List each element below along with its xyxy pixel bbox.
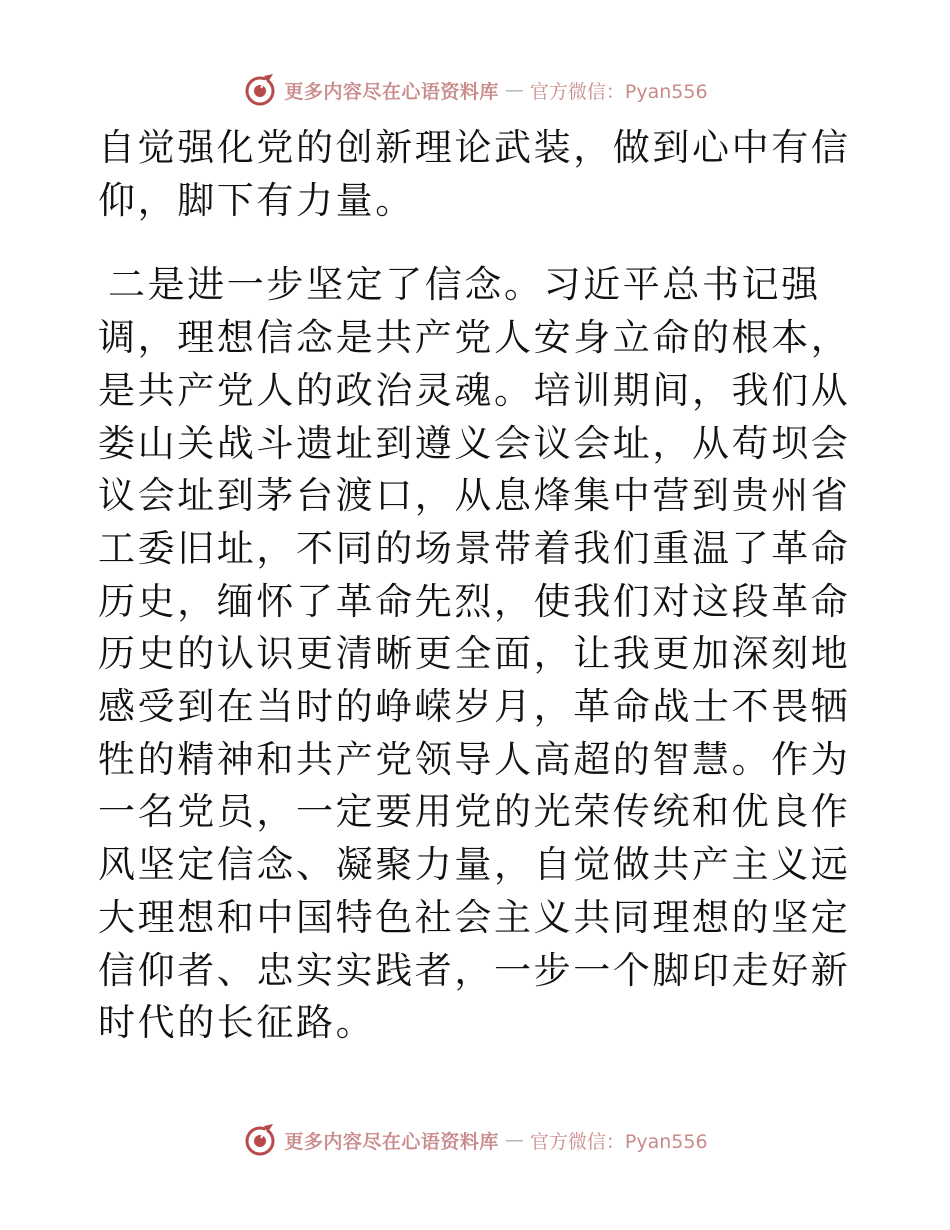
- quill-seal-icon: [242, 1122, 278, 1158]
- watermark-separator: —: [504, 79, 524, 101]
- document-body: [98, 122, 854, 1050]
- quill-seal-icon: [242, 72, 278, 108]
- watermark-contact: 官方微信：Pyan556: [529, 1130, 708, 1153]
- watermark-text: 更多内容尽在心语资料库: [284, 80, 499, 103]
- watermark-separator: —: [504, 1129, 524, 1151]
- watermark-text: 更多内容尽在心语资料库: [284, 1130, 499, 1153]
- footer-watermark: [0, 1118, 950, 1162]
- paragraph-1: 自觉强化党的创新理论武装，做到心中有信仰，脚下有力量。: [98, 126, 851, 222]
- paragraph-2: 二是进一步坚定了信念。习近平总书记强调，理想信念是共产党人安身立命的根本，是共产党人的政治灵魂。培训期间，我们从娄山关战斗遗址到遵义会议会址，从苟坝会议会址到茅台渡口，从息烽集中营到贵州省工委旧址，不同的场景带着我们重温了革命历史，缅怀了革命先烈，使我们对这段革命历史的认识更清晰更全面，让我更加深刻地感受到在当时的峥嵘岁月，革命战士不畏牺牲的精神和共产党领导人高超的智慧。作为一名党员，一定要用党的光荣传统和优良作风坚定信念、凝聚力量，自觉做共产主义远大理想和中国特色社会主义共同理想的坚定信仰者、忠实实践者，一步一个脚印走好新时代的长征路。: [98, 263, 851, 1045]
- header-watermark: [0, 68, 950, 112]
- watermark-contact: 官方微信：Pyan556: [529, 80, 708, 103]
